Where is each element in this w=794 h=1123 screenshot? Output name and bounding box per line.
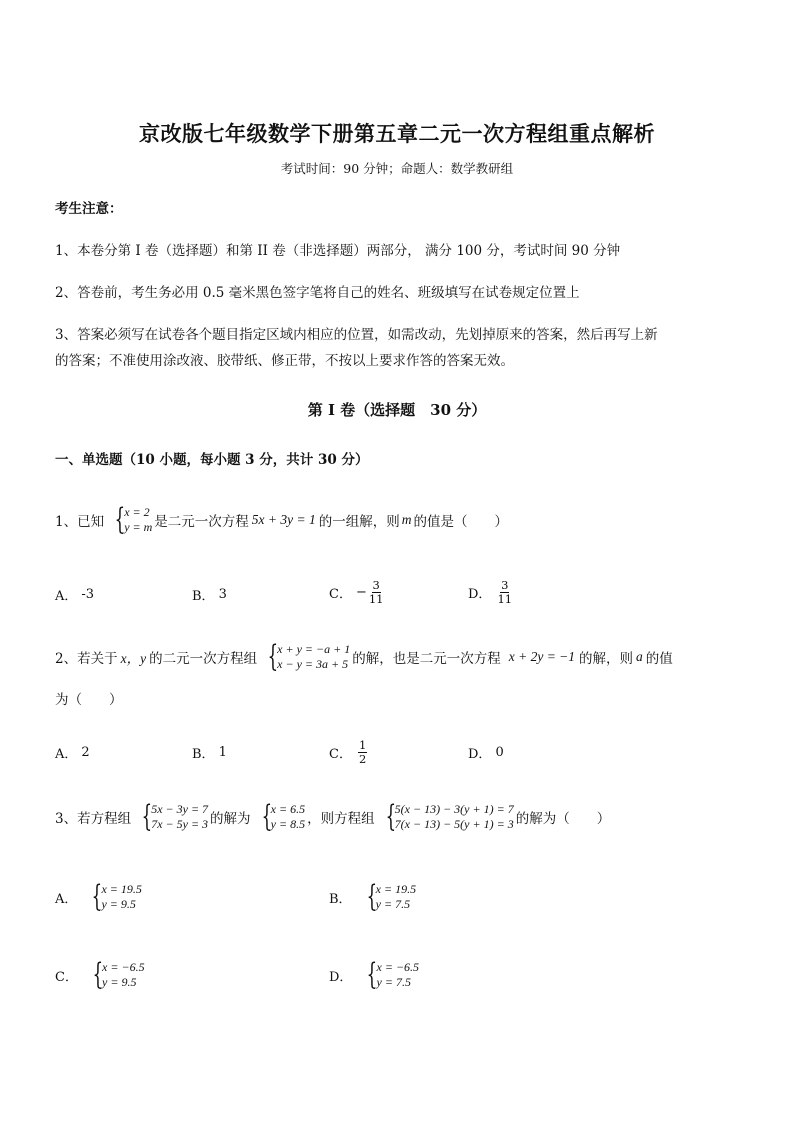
q1-option-b[interactable]: B． 3 xyxy=(192,586,227,604)
q2-end: 的值 xyxy=(645,651,673,667)
q2-option-c-fraction: $\frac{1}{2}$ xyxy=(358,737,367,766)
q3-sys2-row-1: 5(x − 13) − 3(y + 1) = 7 xyxy=(394,802,514,816)
q2-line2: 为（ ） xyxy=(55,692,123,708)
q1-system xyxy=(106,502,153,537)
q3-sol1-row-2: y = 8.5 xyxy=(270,817,306,831)
notice-heading: 考生注意： xyxy=(55,201,123,217)
notice-item-3: 3、答案必须写在试卷各个题目指定区域内相应的位置，如需改动，先划掉原来的答案，然后再写上新 xyxy=(55,327,658,343)
q3-option-d[interactable]: D． { x = −6.5 y = 7.5 xyxy=(329,957,420,992)
q1-option-c[interactable]: C． − $\frac{3}{11}$ xyxy=(329,577,384,606)
q2-option-a[interactable]: A． 2 xyxy=(55,744,90,762)
q3-option-a[interactable]: A． { x = 19.5 y = 9.5 xyxy=(55,879,142,914)
q3-option-c[interactable]: C． { x = −6.5 y = 9.5 xyxy=(55,957,145,992)
q2-option-d[interactable]: D． 0 xyxy=(468,744,504,762)
brace-icon: { xyxy=(261,799,272,834)
q2-mid3: 的解，则 xyxy=(579,651,634,667)
q3-a-row-2: y = 9.5 xyxy=(101,897,136,911)
q3-d-row-2: y = 7.5 xyxy=(376,975,411,989)
q3-option-b[interactable]: B． { x = 19.5 y = 7.5 xyxy=(329,879,417,914)
q1-prefix: 1、已知 xyxy=(55,514,105,530)
q2-vars: x，y xyxy=(120,651,147,666)
section-title: 一、单选题（10 小题，每小题 3 分，共计 30 分） xyxy=(55,452,369,468)
q1-option-d[interactable]: D． $\frac{3}{11}$ xyxy=(468,577,513,606)
q3-end: 的解为（ ） xyxy=(515,811,611,827)
q3-solution-1 xyxy=(253,799,306,834)
q3-system-2 xyxy=(377,799,514,834)
brace-icon: { xyxy=(141,799,153,834)
question-2 xyxy=(55,637,673,677)
q1-sys-row-2: y = m xyxy=(124,520,153,534)
brace-icon: { xyxy=(367,957,378,992)
q3-c-row-2: y = 9.5 xyxy=(102,975,137,989)
question-3 xyxy=(55,797,610,837)
q2-mid2: 的解，也是二元一次方程 xyxy=(352,651,501,667)
q3-prefix: 3、若方程组 xyxy=(55,811,132,827)
brace-icon: { xyxy=(267,639,279,674)
q3-sol1-row-1: x = 6.5 xyxy=(270,802,306,816)
q2-sys-row-2: x − y = 3a + 5 xyxy=(277,657,349,671)
q2-mid1: 的二元一次方程组 xyxy=(149,651,258,667)
q3-b-row-2: y = 7.5 xyxy=(375,897,411,911)
q2-var: a xyxy=(636,649,643,664)
question-1 xyxy=(55,500,508,540)
q3-sys1-row-1: 5x − 3y = 7 xyxy=(151,802,209,816)
notice-item-3-cont: 的答案；不准使用涂改液、胶带纸、修正带，不按以上要求作答的答案无效。 xyxy=(55,353,514,369)
q3-sys1-row-2: 7x − 5y = 3 xyxy=(151,817,209,831)
q3-mid2: ，则方程组 xyxy=(307,811,375,827)
q1-sys-row-1: x = 2 xyxy=(124,505,150,519)
q3-d-row-1: x = −6.5 xyxy=(376,960,420,974)
q1-suffix: 的一组解，则 xyxy=(318,514,400,530)
q3-sys2-row-2: 7(x − 13) − 5(y + 1) = 3 xyxy=(394,817,514,831)
q1-option-d-fraction: $\frac{3}{11}$ xyxy=(497,577,513,606)
q2-option-c[interactable]: C． $\frac{1}{2}$ xyxy=(329,737,367,766)
brace-icon: { xyxy=(92,957,104,992)
notice-item-1: 1、本卷分第 I 卷（选择题）和第 II 卷（非选择题）两部分， 满分 100 分，考试时间 90 分钟 xyxy=(55,243,621,259)
q1-option-c-fraction: $\frac{3}{11}$ xyxy=(368,577,384,606)
q3-b-row-1: x = 19.5 xyxy=(375,882,417,896)
q1-equation: 5x + 3y = 1 xyxy=(251,512,316,527)
page-title: 京改版七年级数学下册第五章二元一次方程组重点解析 xyxy=(139,121,655,146)
q2-sys-row-1: x + y = −a + 1 xyxy=(277,642,351,656)
q1-var: m xyxy=(401,512,412,527)
q3-mid1: 的解为 xyxy=(210,811,251,827)
q2-prefix: 2、若关于 xyxy=(55,651,118,667)
brace-icon: { xyxy=(114,502,126,537)
q1-mid: 是二元一次方程 xyxy=(154,514,249,530)
q3-c-row-1: x = −6.5 xyxy=(102,960,145,974)
q1-end: 的值是（ ） xyxy=(413,514,508,530)
q3-system-1 xyxy=(133,799,209,834)
q2-system xyxy=(259,639,351,674)
brace-icon: { xyxy=(385,799,396,834)
q1-option-a[interactable]: A． -3 xyxy=(55,586,95,604)
brace-icon: { xyxy=(91,879,103,914)
notice-item-2: 2、答卷前，考生务必用 0.5 毫米黑色签字笔将自己的姓名、班级填写在试卷规定位置上 xyxy=(55,285,580,301)
q2-equation: x + 2y = −1 xyxy=(508,649,576,664)
brace-icon: { xyxy=(366,879,377,914)
page-subtitle: 考试时间：90 分钟；命题人：数学教研组 xyxy=(280,161,514,176)
part1-title: 第 I 卷（选择题 30 分） xyxy=(307,401,487,419)
q3-a-row-1: x = 19.5 xyxy=(101,882,142,896)
q2-option-b[interactable]: B． 1 xyxy=(192,744,227,762)
